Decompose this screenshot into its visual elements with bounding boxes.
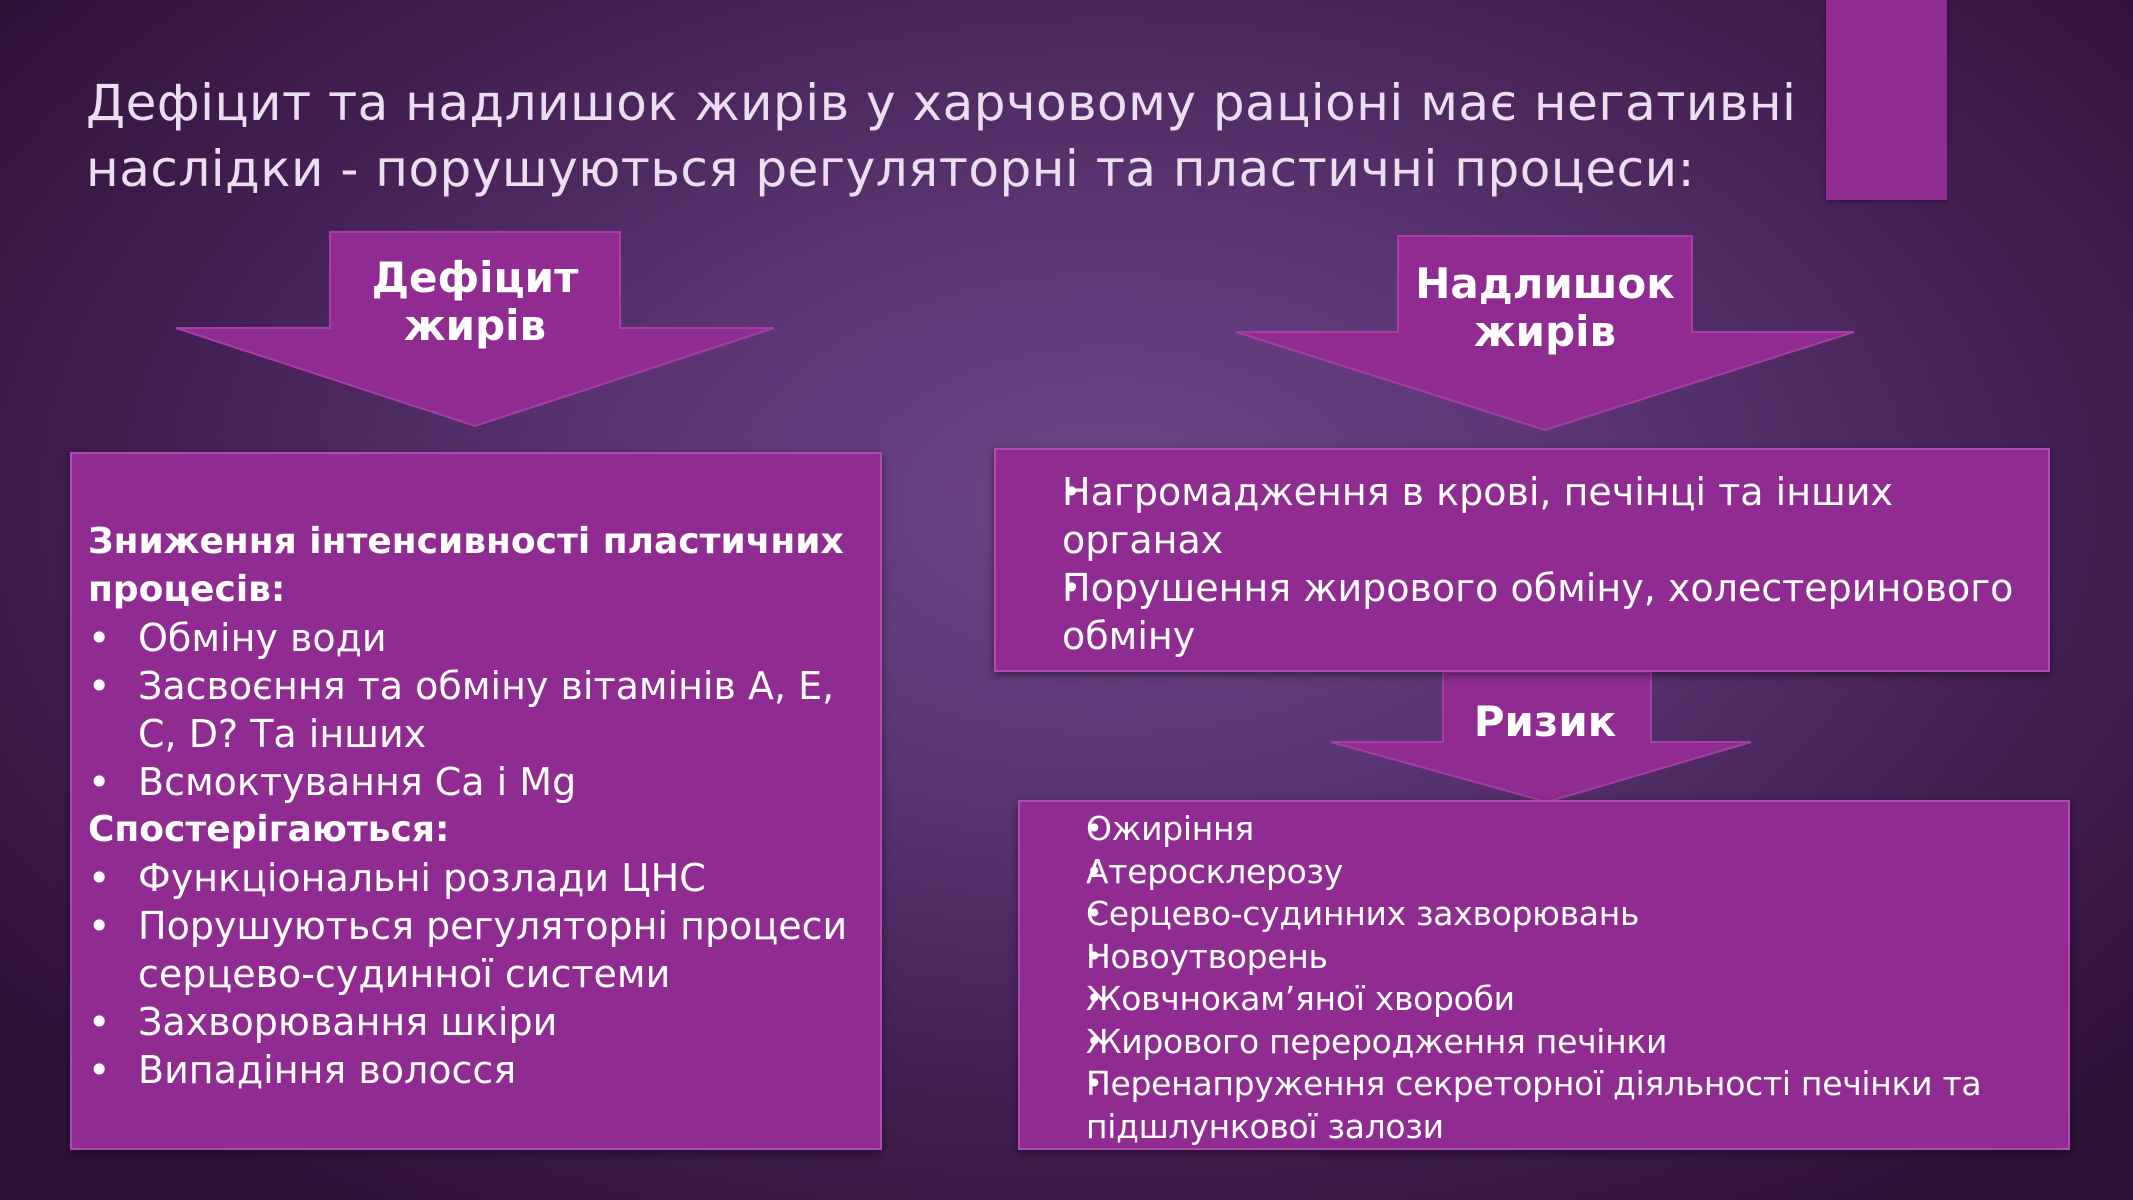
list-item: • Всмоктування Са і Mg — [88, 758, 880, 806]
deficit-heading-plastic: Зниження інтенсивності пластичних процесів: — [88, 521, 844, 610]
excess-arrow-label — [1395, 260, 1695, 356]
risk-box — [1018, 800, 2070, 1150]
excess-effects-box — [994, 448, 2050, 672]
excess-arrow-line1: Надлишок — [1415, 259, 1675, 308]
list-item: • Ожиріння — [1086, 808, 2056, 851]
slide-title: Дефіцит та надлишок жирів у харчовому раціоні має негативні наслідки - порушуються регуляторні та пластичні процеси: — [86, 74, 1797, 198]
deficit-list-observed — [88, 854, 880, 1094]
list-item: • Обміну води — [88, 614, 880, 662]
list-item: • Випадіння волосся — [88, 1046, 880, 1094]
list-item: • Жирового переродження печінки — [1086, 1021, 2056, 1064]
list-item: • Засвоєння та обміну вітамінів А, Е, С, D? Та інших — [88, 662, 880, 758]
list-item: • Новоутворень — [1086, 936, 2056, 979]
list-item: • Захворювання шкіри — [88, 998, 880, 1046]
deficit-heading-observed: Спостерігаються: — [88, 809, 450, 850]
accent-bar — [1826, 0, 1947, 200]
deficit-arrow-line2: жирів — [403, 301, 547, 350]
deficit-effects-box — [70, 452, 882, 1150]
risk-list — [1020, 808, 2056, 1148]
list-item: • Нагромадження в крові, печінці та інших органах — [1062, 468, 2028, 564]
list-item: • Жовчнокам’яної хвороби — [1086, 978, 2056, 1021]
deficit-list-plastic — [88, 614, 880, 806]
risk-arrow-label: Ризик — [1473, 697, 1617, 746]
list-item: • Атеросклерозу — [1086, 851, 2056, 894]
list-item: • Порушення жирового обміну, холестеринового обміну — [1062, 564, 2028, 660]
excess-list — [996, 468, 2028, 660]
list-item: • Порушуються регуляторні процеси серцево-судинної системи — [88, 902, 880, 998]
list-item: • Перенапруження секреторної діяльності печінки та підшлункової залози — [1086, 1063, 2056, 1148]
deficit-arrow-label — [330, 254, 620, 350]
list-item: • Серцево-судинних захворювань — [1086, 893, 2056, 936]
excess-arrow-line2: жирів — [1473, 307, 1617, 356]
deficit-arrow-line1: Дефіцит — [371, 253, 579, 302]
list-item: • Функціональні розлади ЦНС — [88, 854, 880, 902]
